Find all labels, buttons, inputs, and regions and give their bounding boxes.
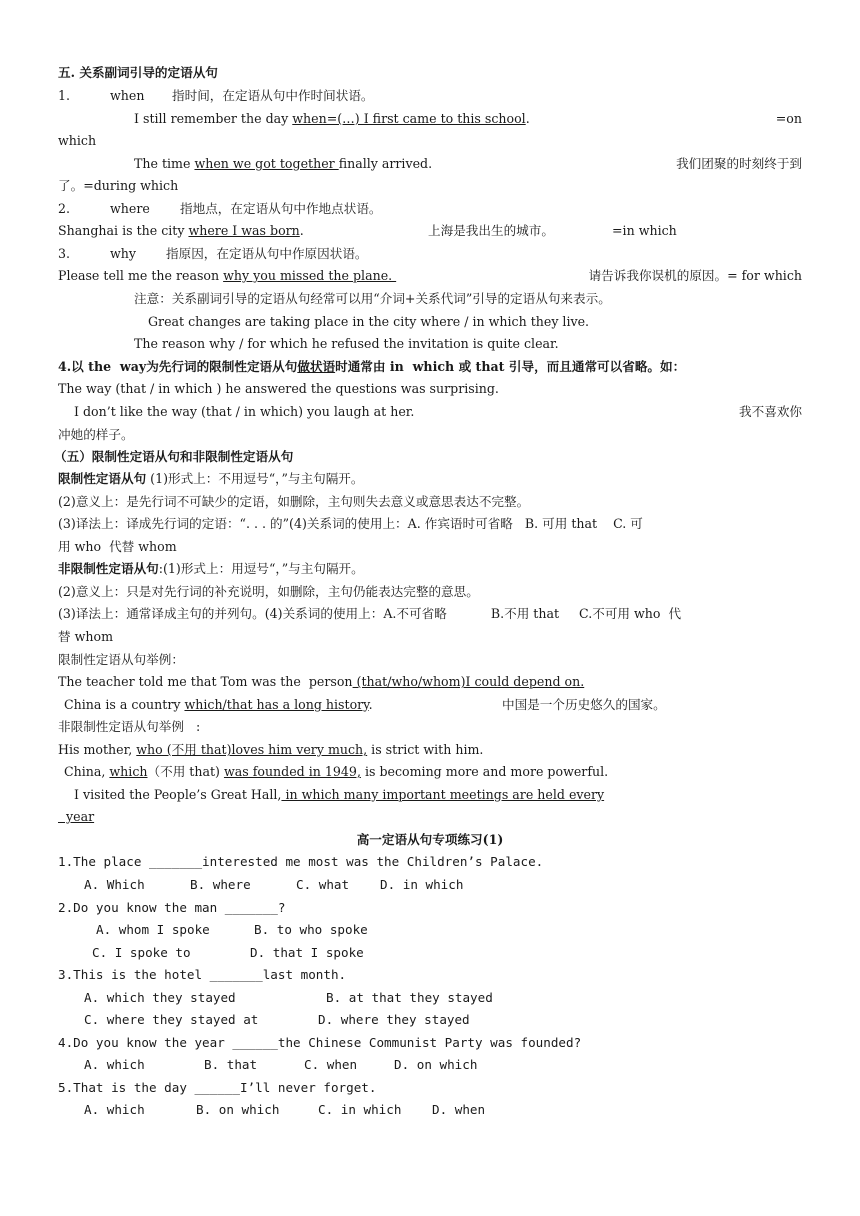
example-the-way-2-cont: 冲她的样子。 [58,427,134,442]
question-4: 4.Do you know the year ______the Chinese Communist Party was founded? [58,1035,582,1050]
item-when-heading: 1. when 指时间，在定语从句中作时间状语。 [58,88,374,103]
nonrestrictive-example-3-cont: year [58,809,95,824]
example-the-way-1: The way (that / in which ) he answered the questions was surprising. [58,381,499,396]
section-heading-relative-adverbs: 五. 关系副词引导的定语从句 [58,65,218,80]
question-5: 5.That is the day ______I’ll never forget. [58,1080,377,1095]
note-line: 注意：关系副词引导的定语从句经常可以用“介词+关系代词”引导的定语从句来表示。 [134,291,611,306]
question-3: 3.This is the hotel _______last month. [58,967,347,982]
restrictive-example-2: China is a country which/that has a long history. 中国是一个历史悠久的国家。 [64,697,666,712]
nonrestrictive-example-1: His mother, who (不用 that)loves him very much, is strict with him. [58,742,484,757]
nonrestrictive-point-3-cont: 替 whom [58,629,114,644]
question-1: 1.The place _______interested me most was the Children’s Palace. [58,854,544,869]
restrictive-point-3-cont: 用 who 代替 whom [58,539,177,554]
nonrestrictive-point-1: 非限制性定语从句:(1)形式上：用逗号“，”与主句隔开。 [58,561,364,576]
restrictive-point-1: 限制性定语从句 (1)形式上：不用逗号“，”与主句隔开。 [58,471,364,486]
section-heading-restrictive: （五）限制性定语从句和非限制性定语从句 [54,449,294,464]
item-where-heading: 2. where 指地点，在定语从句中作地点状语。 [58,201,382,216]
example-when-1-cont: which [58,133,97,148]
item-the-way-heading: 4.以 the way为先行词的限制性定语从句做状语时通常由 in which 或 that 引导，而且通常可以省略。如： [58,359,686,374]
note-example-2: The reason why / for which he refused the invitation is quite clear. [134,336,559,351]
example-when-2: The time when we got together finally arrived. 我们团聚的时刻终于到 [134,156,802,171]
restrictive-point-2: (2)意义上：是先行词不可缺少的定语，如删除，主句则失去意义或意思表达不完整。 [58,494,530,509]
item-why-heading: 3. why 指原因，在定语从句中作原因状语。 [58,246,368,261]
example-where: Shanghai is the city where I was born. 上海是我出生的城市。 =in which [58,223,677,238]
question-2: 2.Do you know the man _______? [58,900,286,915]
note-example-1: Great changes are taking place in the city where / in which they live. [148,314,590,329]
nonrestrictive-point-2: (2)意义上：只是对先行词的补充说明，如删除，主句仍能表达完整的意思。 [58,584,479,599]
document-page: 五. 关系副词引导的定语从句 1. when 指时间，在定语从句中作时间状语。 I still remember the day when=(…) I first came to this school. =on which The time when we got together finally arrived. 我们团聚的时刻终于到 了。=during which 2. where 指地点，在定语从句中作地点状语。 Shanghai is the city where I was born. 上海是我出生的城市。 =in which 3. why 指原因，在定语从句中作原因状语。 Please tell me the reason why you missed the plane. 请告诉我你误机的原因。= for which 注意：关系副词引导的定语从句经常可以用“介词+关系代词”引导的定语从句来表示。 Great changes are taking place in the city where / in which they live. The reason why / for which he refused the invitation is quite clear. 4.以 the way为先行词的限制性定语从句做状语时通常由 in which 或 that 引导，而且通常可以省略。如： The way (that / in which ) he answered the questions was surprising. I don’t like the way (that / in which) you laugh at her. 我不喜欢你 冲她的样子。 （五）限制性定语从句和非限制性定语从句 限制性定语从句 (1)形式上：不用逗号“，”与主句隔开。 (2)意义上：是先行词不可缺少的定语，如删除，主句则失去意义或意思表达不完整。 (3)译法上：译成先行词的定语：“. . . 的”(4)关系词的使用上：A. 作宾语时可省略 B. 可用 that C. 可 用 who 代替 whom 非限制性定语从句:(1)形式上：用逗号“，”与主句隔开。 (2)意义上：只是对先行词的补充说明，如删除，主句仍能表达完整的意思。 (3)译法上：通常译成主句的并列句。(4)关系词的使用上：A.不可省略 B.不用 that C.不可用 who 代 替 whom 限制性定语从句举例： The teacher told me that Tom was the person (that/who/whom)I could depend on. China is a country which/that has a long history. 中国是一个历史悠久的国家。 非限制性定语从句举例 : His mother, who (不用 that)loves him very much, is strict with him. China, which（不用 that) was founded in 1949, is becoming more and more powerful. I visited the People’s Great Hall, in which many important meetings are held every year 高一定语从句专项练习(1) 1.The place _______interested me most was the Children’s Palace. A. Which B. where C. what D. in which 2.Do you know the man _______? A. whom I spoke B. to who spoke C. I spoke to D. that I spoke 3.This is the hotel _______last month. A. which they stayed B. at that they stayed C. where they stayed at D. where they stayed 4.Do you know the year ______the Chinese Communist Party was founded? A. which B. that C. when D. on which 5.That is the day ______I’ll never forget. A. which B. on which C. in which D. when [0,0,860,1216]
nonrestrictive-example-2: China, which（不用 that) was founded in 1949, is becoming more and more powerful. [64,764,609,779]
example-when-1: I still remember the day when=(…) I first came to this school. =on [134,111,802,126]
nonrestrictive-example-3: I visited the People’s Great Hall, in which many important meetings are held every [74,787,605,802]
example-the-way-2: I don’t like the way (that / in which) you laugh at her. 我不喜欢你 [74,404,802,419]
restrictive-example-1: The teacher told me that Tom was the person (that/who/whom)I could depend on. [58,674,585,689]
restrictive-point-3: (3)译法上：译成先行词的定语：“. . . 的”(4)关系词的使用上：A. 作宾语时可省略 B. 可用 that C. 可 [58,516,643,531]
restrictive-examples-label: 限制性定语从句举例： [58,652,184,667]
nonrestrictive-point-3: (3)译法上：通常译成主句的并列句。(4)关系词的使用上：A.不可省略 B.不用 that C.不可用 who 代 [58,606,682,621]
example-why: Please tell me the reason why you missed the plane. 请告诉我你误机的原因。= for which [58,268,802,283]
example-when-2-cont: 了。=during which [58,178,179,193]
nonrestrictive-examples-label: 非限制性定语从句举例 : [58,719,201,734]
exercise-title: 高一定语从句专项练习(1) [356,832,504,847]
